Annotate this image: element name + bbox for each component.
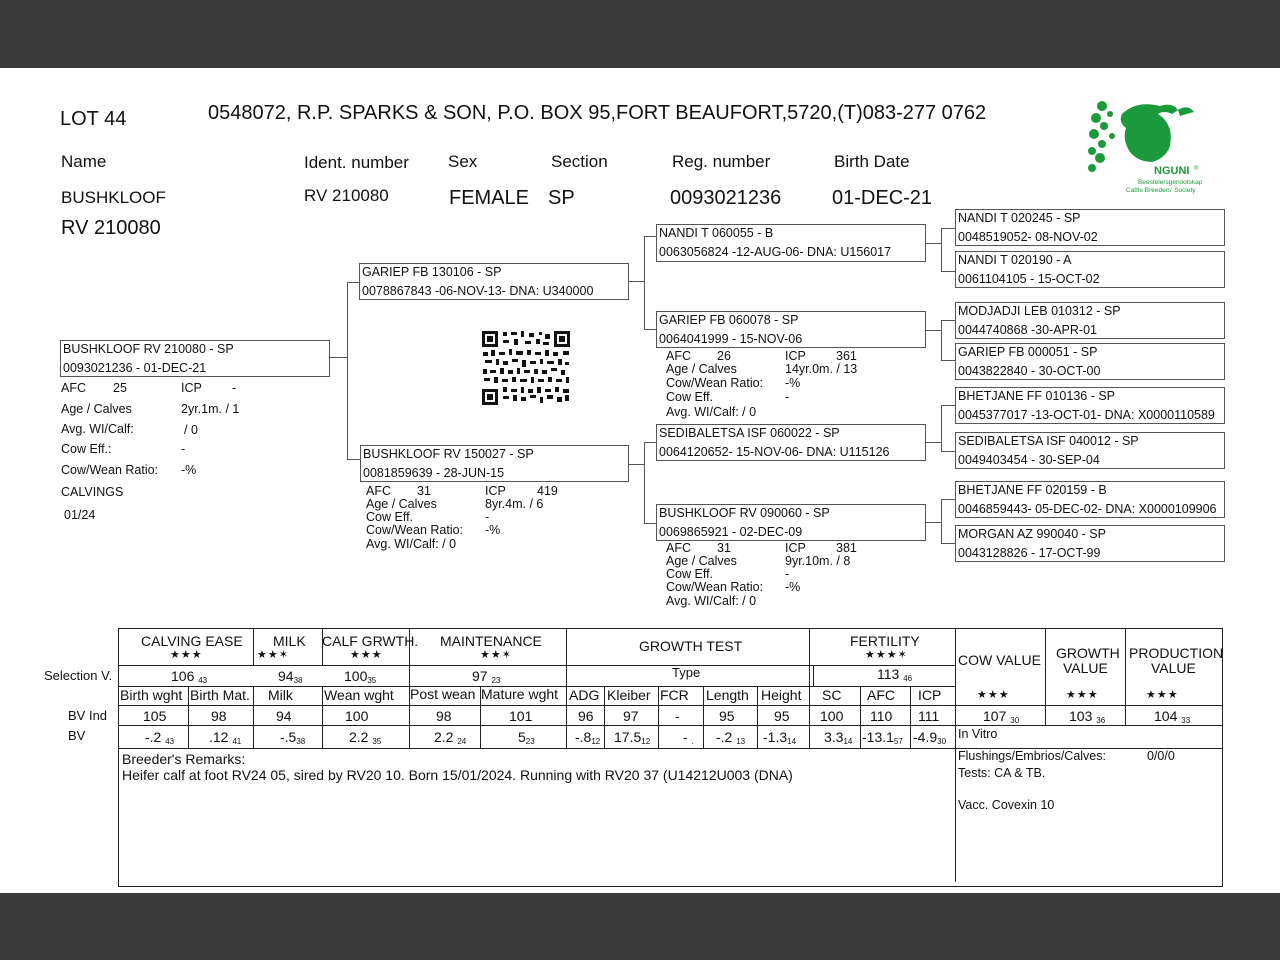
section-value: SP <box>548 187 575 209</box>
logo-registered-mark: ® <box>1194 166 1199 172</box>
bv-ind-value: 95 <box>719 708 735 724</box>
bv-accuracy: 57 <box>893 737 903 746</box>
fertility-header: FERTILITY <box>850 633 920 649</box>
dd-cow: - <box>785 567 790 581</box>
selection-maintenance: 97 <box>472 668 488 684</box>
vaccination-text: Vacc. Covexin 10 <box>958 798 1055 812</box>
logo-line1: Beestelersgenootskap <box>1138 179 1203 186</box>
dd-cow-label: Cow Eff. <box>666 567 714 581</box>
bv-accuracy: . <box>691 737 694 746</box>
bv-value: -4.9 <box>913 729 938 745</box>
animal-icp: - <box>232 381 237 395</box>
sd-cow: - <box>785 390 790 404</box>
name-value: BUSHKLOOF <box>61 188 166 207</box>
table-gridline <box>118 725 1223 726</box>
animal-avg: / 0 <box>184 423 198 437</box>
bv-ind-row-label: BV Ind <box>68 708 108 723</box>
top-dark-bar <box>0 0 1280 68</box>
gg-line2: 0045377017 -13-OCT-01- DNA: X0000110589 <box>958 408 1215 422</box>
col-icp: ICP <box>918 687 942 703</box>
bv-ind-value: 98 <box>211 708 227 724</box>
bv-value: -.2 <box>145 729 162 745</box>
animal-cow-label: Cow Eff.: <box>61 442 112 456</box>
gg-line2: 0044740868 -30-APR-01 <box>958 323 1097 337</box>
table-gridline <box>253 686 254 748</box>
growth-value-bv: 103 <box>1069 708 1093 724</box>
sire-line1: GARIEP FB 130106 - SP <box>362 265 502 279</box>
dd-age: 9yr.10m. / 8 <box>785 554 851 568</box>
table-gridline <box>658 686 659 748</box>
selection-fertility-acc: 46 <box>903 674 913 683</box>
production-value-header-1: PRODUCTION <box>1129 645 1224 661</box>
animal-icp-label: ICP <box>181 381 202 395</box>
dd-age-label: Age / Calves <box>666 554 737 568</box>
certificate-sheet <box>0 68 1280 893</box>
cow-value-bv: 107 <box>983 708 1007 724</box>
animal-line1: BUSHKLOOF RV 210080 - SP <box>63 342 234 356</box>
animal-afc-label: AFC <box>61 381 86 395</box>
bv-value: .12 <box>209 729 229 745</box>
gg-line2: 0048519052- 08-NOV-02 <box>958 230 1098 244</box>
bv-ind-value: 100 <box>345 708 369 724</box>
sd-line2: 0064041999 - 15-NOV-06 <box>659 332 803 346</box>
table-gridline <box>703 686 704 748</box>
sd-age: 14yr.0m. / 13 <box>785 362 858 376</box>
ss-line2: 0063056824 -12-AUG-06- DNA: U156017 <box>659 245 892 259</box>
table-gridline <box>809 686 810 748</box>
gg-line1: GARIEP FB 000051 - SP <box>958 345 1098 359</box>
col-mature-wght: Mature wght <box>481 686 559 702</box>
selection-calf-growth: 100 <box>344 668 368 684</box>
animal-calvings-label: CALVINGS <box>61 485 124 499</box>
calving-ease-header: CALVING EASE <box>141 633 243 649</box>
gg-line1: MODJADJI LEB 010312 - SP <box>958 304 1121 318</box>
growth-test-header: GROWTH TEST <box>639 638 743 654</box>
bv-accuracy: 12 <box>591 737 601 746</box>
bv-value: - <box>683 729 688 745</box>
table-gridline <box>813 665 814 686</box>
ds-line2: 0064120652- 15-NOV-06- DNA: U115126 <box>659 445 890 459</box>
gg-line1: SEDIBALETSA ISF 040012 - SP <box>958 434 1139 448</box>
animal-line2: 0093021236 - 01-DEC-21 <box>63 361 207 375</box>
sex-value: FEMALE <box>449 187 530 209</box>
table-gridline <box>860 686 861 748</box>
dd-icp-label: ICP <box>785 541 806 555</box>
col-birth-mat: Birth Mat. <box>190 687 250 703</box>
dam-avg-label: Avg. WI/Calf: / 0 <box>366 537 457 551</box>
sd-icp-label: ICP <box>785 349 806 363</box>
table-gridline <box>253 628 254 665</box>
col-wean-wght: Wean wght <box>324 687 394 703</box>
production-value-header-2: VALUE <box>1151 660 1196 676</box>
selection-maintenance-acc: 23 <box>491 676 501 685</box>
sd-afc: 26 <box>717 349 731 363</box>
bv-accuracy: 12 <box>641 737 651 746</box>
gg-line2: 0049403454 - 30-SEP-04 <box>958 453 1100 467</box>
bv-value: -13.1 <box>862 729 894 745</box>
dam-afc-label: AFC <box>366 484 391 498</box>
bv-accuracy: 14 <box>843 737 853 746</box>
animal-avg-label: Avg. WI/Calf: <box>61 422 134 436</box>
gg-line1: BHETJANE FF 020159 - B <box>958 483 1107 497</box>
col-sc: SC <box>822 687 842 703</box>
dam-icp-label: ICP <box>485 484 506 498</box>
dam-line1: BUSHKLOOF RV 150027 - SP <box>363 447 534 461</box>
type-header: Type <box>672 665 701 680</box>
dam-age: 8yr.4m. / 6 <box>485 497 544 511</box>
selection-calving-ease-acc: 43 <box>198 676 208 685</box>
table-gridline <box>1045 705 1046 725</box>
bv-ind-value: 95 <box>774 708 790 724</box>
bv-accuracy: 13 <box>736 737 746 746</box>
animal-age-label: Age / Calves <box>61 402 132 416</box>
dam-afc: 31 <box>417 484 431 498</box>
bv-value: 17.5 <box>614 729 642 745</box>
col-birth-wght: Birth wght <box>120 687 183 703</box>
table-gridline <box>1222 628 1223 887</box>
dam-age-label: Age / Calves <box>366 497 437 511</box>
bv-value: 2.2 <box>434 729 454 745</box>
bv-ind-value: 98 <box>436 708 452 724</box>
production-value-stars: ★★★ <box>1146 689 1179 701</box>
dd-line1: BUSHKLOOF RV 090060 - SP <box>659 506 830 520</box>
section-label: Section <box>551 152 608 171</box>
selection-milk-acc: 38 <box>293 676 303 685</box>
dd-afc-label: AFC <box>666 541 691 555</box>
breeder-info: 0548072, R.P. SPARKS & SON, P.O. BOX 95,FORT BEAUFORT,5720,(T)083-277 0762 <box>208 102 987 124</box>
gg-line1: MORGAN AZ 990040 - SP <box>958 527 1106 541</box>
milk-stars: ★★✶ <box>257 649 289 661</box>
gg-line1: NANDI T 020190 - A <box>958 253 1072 267</box>
dd-ratio-label: Cow/Wean Ratio: <box>666 580 764 594</box>
growth-value-acc: 36 <box>1096 716 1106 725</box>
tests-text: Tests: CA & TB. <box>958 766 1046 780</box>
dam-ratio: -% <box>485 523 501 537</box>
birth-label: Birth Date <box>834 152 910 171</box>
table-gridline <box>604 686 605 748</box>
animal-cow: - <box>181 442 186 456</box>
col-height: Height <box>761 687 802 703</box>
bv-accuracy: 24 <box>457 737 467 746</box>
bv-ind-value: 111 <box>918 708 940 724</box>
selection-row-label: Selection V. <box>44 668 113 683</box>
bv-accuracy: 43 <box>165 737 175 746</box>
bv-accuracy: 35 <box>372 737 382 746</box>
name-value-2: RV 210080 <box>61 217 161 239</box>
production-value-acc: 33 <box>1181 716 1191 725</box>
bv-value: 5 <box>518 729 526 745</box>
ident-value: RV 210080 <box>304 186 389 205</box>
col-length: Length <box>706 687 749 703</box>
lot-number: LOT 44 <box>60 108 127 130</box>
selection-milk: 94 <box>278 668 294 684</box>
gg-line2: 0043822840 - 30-OCT-00 <box>958 364 1101 378</box>
animal-ratio: -% <box>181 463 197 477</box>
logo-brand-text: NGUNI <box>1154 165 1190 177</box>
sd-ratio: -% <box>785 376 801 390</box>
col-adg: ADG <box>569 687 600 703</box>
cow-value-acc: 30 <box>1010 716 1020 725</box>
bv-ind-value: 94 <box>276 708 292 724</box>
selection-calving-ease: 106 <box>171 668 195 684</box>
name-label: Name <box>61 152 107 171</box>
bv-value: 2.2 <box>349 729 369 745</box>
gg-line1: NANDI T 020245 - SP <box>958 211 1081 225</box>
col-post-wean: Post wean <box>410 686 476 702</box>
sd-avg-label: Avg. WI/Calf: / 0 <box>666 405 757 419</box>
table-gridline <box>955 628 956 882</box>
dam-cow: - <box>485 510 490 524</box>
gg-line1: BHETJANE FF 010136 - SP <box>958 389 1116 403</box>
bv-accuracy: 41 <box>232 737 242 746</box>
remarks-label: Breeder's Remarks: <box>122 751 246 767</box>
animal-age: 2yr.1m. / 1 <box>181 402 240 416</box>
sex-label: Sex <box>448 152 478 171</box>
calf-growth-stars: ★★★ <box>350 649 383 661</box>
table-gridline <box>118 886 1223 887</box>
gg-line2: 0061104105 - 15-OCT-02 <box>958 272 1100 286</box>
bottom-dark-bar <box>0 893 1280 960</box>
bv-accuracy: 23 <box>525 737 535 746</box>
table-gridline <box>1125 705 1126 725</box>
gg-line2: 0043128826 - 17-OCT-99 <box>958 546 1101 560</box>
sire-line2: 0078867843 -06-NOV-13- DNA: U340000 <box>362 284 594 298</box>
table-gridline <box>566 628 567 748</box>
bv-accuracy: 14 <box>787 737 797 746</box>
bv-ind-value: 97 <box>623 708 639 724</box>
cow-value-header: COW VALUE <box>958 652 1041 668</box>
table-gridline <box>118 705 1223 706</box>
ds-line1: SEDIBALETSA ISF 060022 - SP <box>659 426 840 440</box>
logo-line2: Cattle Breeders' Society <box>1126 187 1196 194</box>
sd-cow-label: Cow Eff. <box>666 390 714 404</box>
flushings-label: Flushings/Embrios/Calves: <box>958 749 1106 763</box>
bv-accuracy: 30 <box>937 737 947 746</box>
dd-line2: 0069865921 - 02-DEC-09 <box>659 525 803 539</box>
cow-value-stars: ★★★ <box>977 689 1010 701</box>
animal-afc: 25 <box>113 381 127 395</box>
maintenance-header: MAINTENANCE <box>440 633 542 649</box>
dd-ratio: -% <box>785 580 801 594</box>
table-gridline <box>910 686 911 748</box>
bv-ind-value: 101 <box>509 708 533 724</box>
growth-value-header-2: VALUE <box>1063 660 1108 676</box>
reg-label: Reg. number <box>672 152 771 171</box>
col-kleiber: Kleiber <box>607 687 651 703</box>
selection-calf-growth-acc: 35 <box>367 676 377 685</box>
sd-line1: GARIEP FB 060078 - SP <box>659 313 799 327</box>
growth-value-header-1: GROWTH <box>1056 645 1120 661</box>
birth-value: 01-DEC-21 <box>832 187 933 209</box>
calving-ease-stars: ★★★ <box>170 649 203 661</box>
dd-avg-label: Avg. WI/Calf: / 0 <box>666 594 757 608</box>
table-gridline <box>188 686 189 748</box>
fertility-stars: ★★★✶ <box>865 649 908 661</box>
sd-age-label: Age / Calves <box>666 362 737 376</box>
bv-value: -.5 <box>280 729 297 745</box>
animal-calvings: 01/24 <box>64 508 96 522</box>
sd-ratio-label: Cow/Wean Ratio: <box>666 376 764 390</box>
reg-value: 0093021236 <box>670 187 782 209</box>
sd-afc-label: AFC <box>666 349 691 363</box>
table-gridline <box>118 665 955 666</box>
dd-icp: 381 <box>836 541 857 555</box>
bv-ind-value: 100 <box>820 708 844 724</box>
table-gridline <box>1125 628 1126 705</box>
animal-ratio-label: Cow/Wean Ratio: <box>61 463 159 477</box>
bv-value: -1.3 <box>763 729 788 745</box>
selection-fertility: 113 <box>877 666 900 682</box>
maintenance-stars: ★★✶ <box>480 649 512 661</box>
dam-cow-label: Cow Eff. <box>366 510 414 524</box>
ident-label: Ident. number <box>304 153 409 172</box>
table-gridline <box>1045 628 1046 705</box>
dam-line2: 0081859639 - 28-JUN-15 <box>363 466 505 480</box>
dam-icp: 419 <box>537 484 558 498</box>
sd-icp: 361 <box>836 349 857 363</box>
in-vitro-label: In Vitro <box>958 727 998 741</box>
bv-ind-value: - <box>675 708 680 724</box>
flushings-value: 0/0/0 <box>1147 749 1175 763</box>
calf-growth-header: CALF GRWTH. <box>322 633 419 649</box>
dd-afc: 31 <box>717 541 731 555</box>
production-value-bv: 104 <box>1154 708 1178 724</box>
dam-ratio-label: Cow/Wean Ratio: <box>366 523 464 537</box>
col-afc: AFC <box>867 687 895 703</box>
bv-value: -.2 <box>716 729 733 745</box>
bv-value: -.8 <box>575 729 592 745</box>
table-gridline <box>757 686 758 748</box>
remarks-text: Heifer calf at foot RV24 05, sired by RV20 10. Born 15/01/2024. Running with RV20 37 (U14212U003 (DNA) <box>122 767 793 783</box>
bv-ind-value: 96 <box>578 708 594 724</box>
milk-header: MILK <box>273 633 306 649</box>
table-gridline <box>118 628 1223 629</box>
table-gridline <box>118 628 119 887</box>
growth-value-stars: ★★★ <box>1066 689 1099 701</box>
table-gridline <box>809 628 810 686</box>
bv-ind-value: 110 <box>870 708 893 724</box>
col-fcr: FCR <box>660 687 689 703</box>
ss-line1: NANDI T 060055 - B <box>659 226 774 240</box>
bv-ind-value: 105 <box>143 708 167 724</box>
bv-row-label: BV <box>68 728 86 743</box>
bv-value: 3.3 <box>824 729 844 745</box>
bv-accuracy: 38 <box>296 737 306 746</box>
gg-line2: 0046859443- 05-DEC-02- DNA: X0000109906 <box>958 502 1217 516</box>
table-gridline <box>322 686 323 748</box>
col-milk: Milk <box>268 687 293 703</box>
